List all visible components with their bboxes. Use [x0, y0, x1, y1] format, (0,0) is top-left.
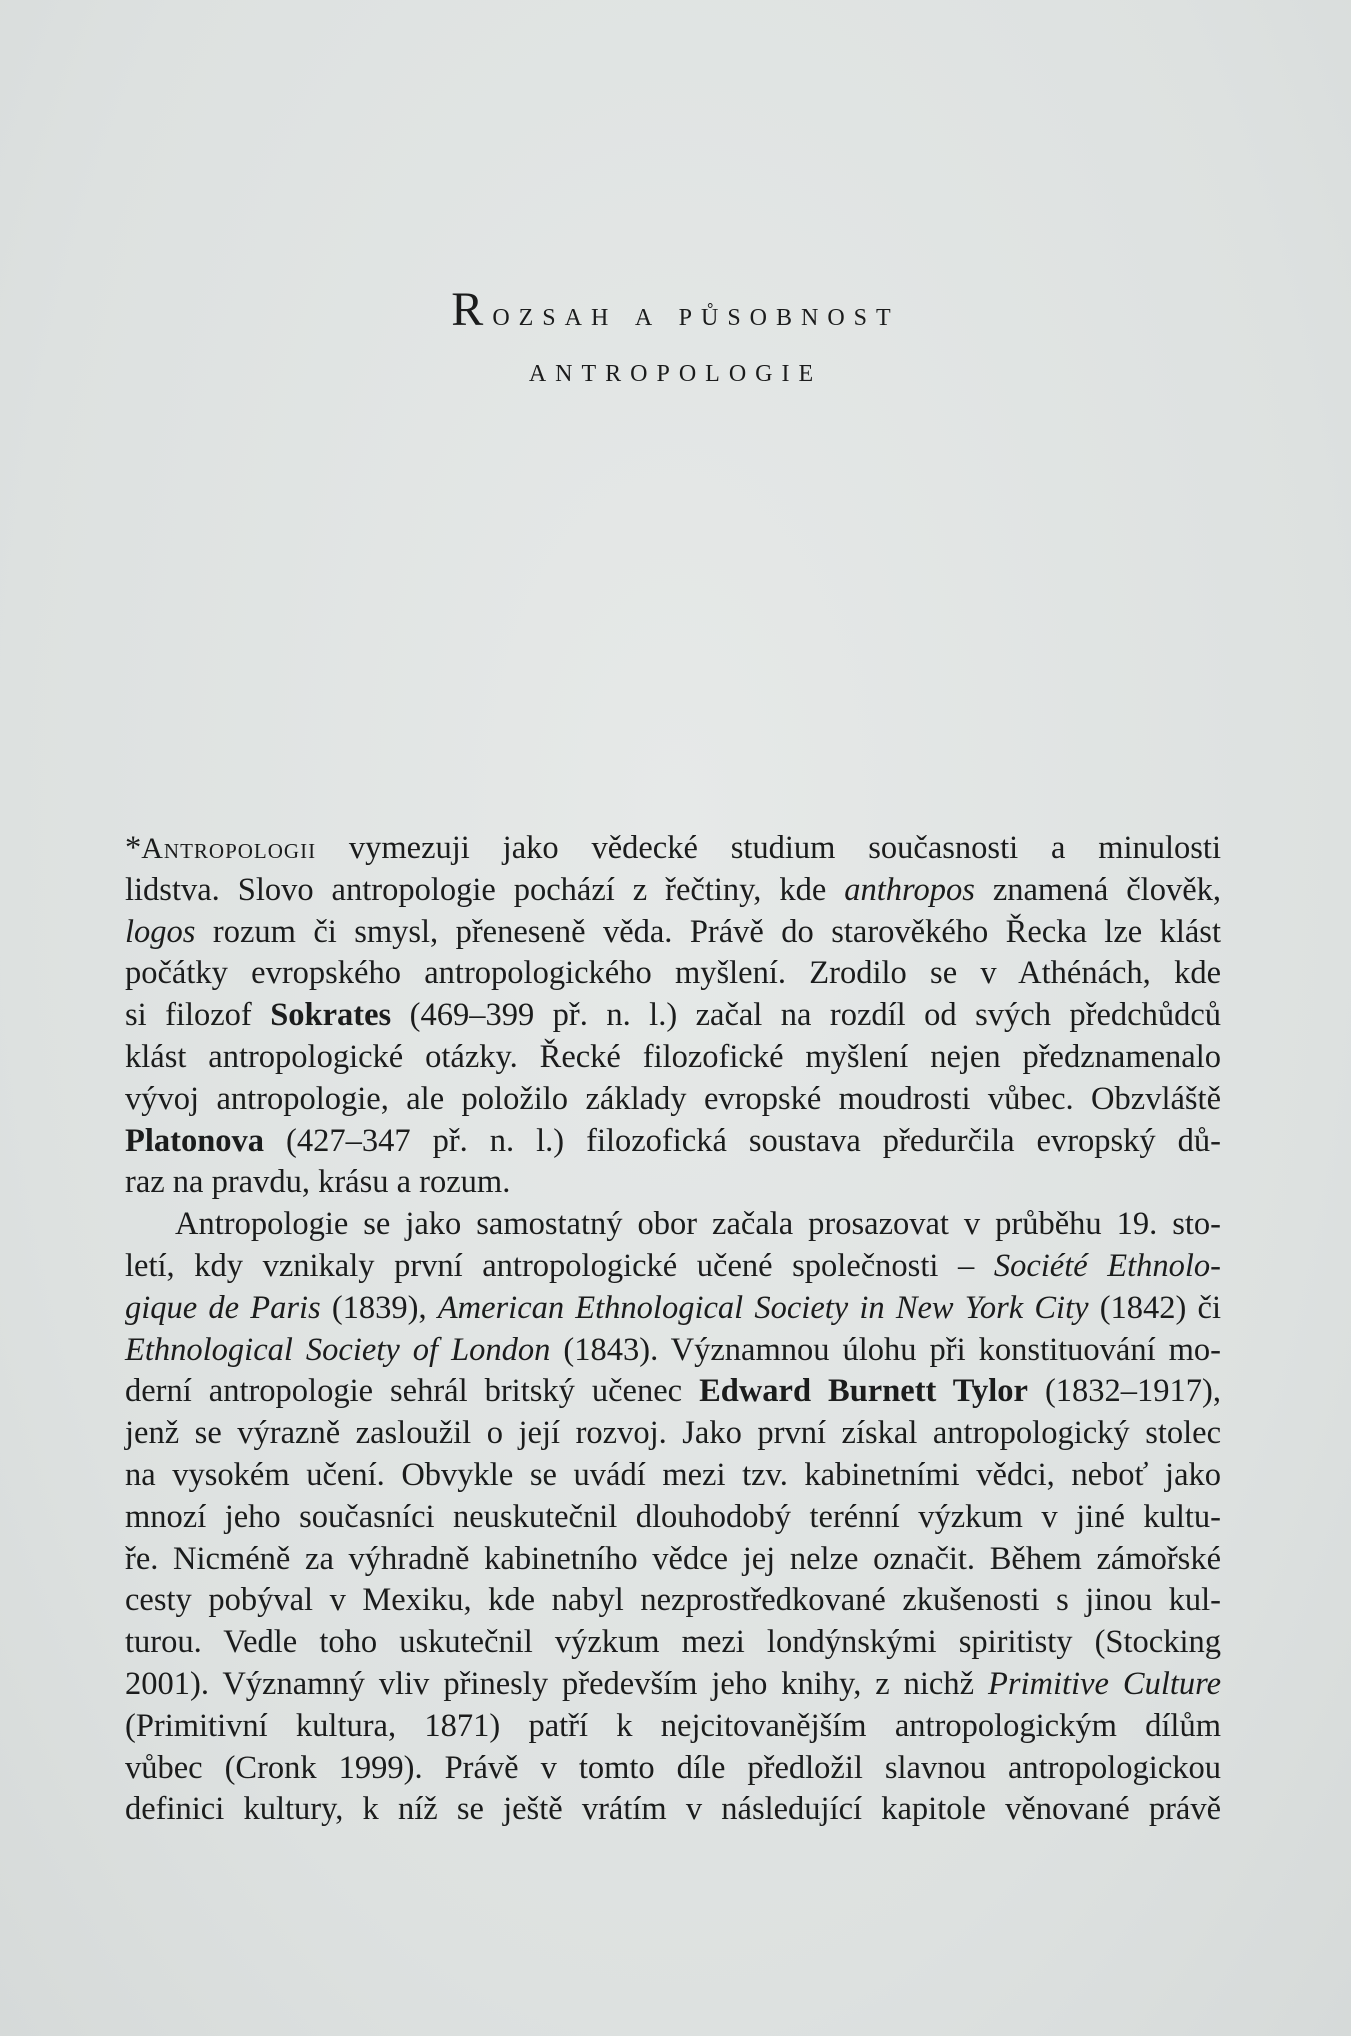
- term-logos: logos: [125, 913, 196, 950]
- society-new-york: American Ethnological Society in New York City: [437, 1289, 1089, 1326]
- text-line: ře. Nicméně za výhradně kabinetního vědce jej nelze označit. Během zámořské: [125, 1540, 1221, 1577]
- text-segment: vymezuji jako vědecké studium současnosti a minulosti: [316, 830, 1221, 866]
- text-line: [125, 1664, 1221, 1706]
- text-segment: (469–399 př. n. l.) začal na rozdíl od svých předchůdců: [391, 997, 1221, 1034]
- chapter-title-line-2: antropologie: [528, 352, 823, 389]
- text-line: (Primitivní kultura, 1871) patří k nejcitovanějším antropologickým dílům: [125, 1707, 1221, 1744]
- text-line: [125, 1371, 1221, 1413]
- text-segment: derní antropologie sehrál britský učenec: [125, 1373, 700, 1410]
- text-line: [125, 1246, 1221, 1288]
- term-antropologii: Antropologii: [141, 832, 317, 865]
- society-paris: Société Ethnolo-: [993, 1247, 1221, 1284]
- text-line: vůbec (Cronk 1999). Právě v tomto díle předložil slavnou antropologickou: [125, 1749, 1221, 1786]
- text-line: [125, 995, 1221, 1037]
- text-segment: znamená člověk,: [974, 871, 1221, 908]
- text-segment: (1839),: [320, 1289, 438, 1326]
- text-line: vývoj antropologie, ale položilo základy evropské moudrosti vůbec. Obzvláště: [125, 1080, 1221, 1117]
- text-line: definici kultury, k níž se ještě vrátím v následující kapitole věnované právě: [125, 1791, 1221, 1828]
- text-segment: (1842) či: [1088, 1289, 1221, 1326]
- name-sokrates: Sokrates: [270, 997, 392, 1034]
- text-line: [125, 1121, 1221, 1163]
- text-line: mnozí jeho současníci neuskutečnil dlouhodobý terénní výzkum v jiné kultu-: [125, 1498, 1221, 1535]
- text-line: klást antropologické otázky. Řecké filozofické myšlení nejen předznamenalo: [125, 1038, 1221, 1075]
- term-anthropos: anthropos: [844, 871, 975, 908]
- text-segment: (427–347 př. n. l.) filozofická soustava předurčila evropský dů-: [264, 1122, 1221, 1159]
- text-segment: (1843). Významnou úlohu při konstituování mo-: [550, 1331, 1221, 1368]
- text-line: počátky evropského antropologického myšlení. Zrodilo se v Athénách, kde: [125, 955, 1221, 992]
- text-line: na vysokém učení. Obvykle se uvádí mezi tzv. kabinetními vědci, neboť jako: [125, 1456, 1221, 1493]
- chapter-title-line-1: Rozsah a působnost: [451, 283, 900, 336]
- text-segment: lidstva. Slovo antropologie pochází z řečtiny, kde: [125, 871, 845, 908]
- text-segment: si filozof: [125, 997, 271, 1034]
- text-line: Antropologie se jako samostatný obor začala prosazovat v průběhu 19. sto-: [175, 1206, 1221, 1243]
- text-line: turou. Vedle toho uskutečnil výzkum mezi londýnskými spiritisty (Stocking: [125, 1624, 1221, 1661]
- text-line: [125, 1288, 1221, 1330]
- name-platonova: Platonova: [125, 1122, 265, 1159]
- text-line: cesty pobýval v Mexiku, kde nabyl nezprostředkované zkušenosti s jinou kul-: [125, 1582, 1221, 1619]
- footnote-marker: *: [125, 830, 142, 866]
- chapter-title: [0, 282, 1351, 399]
- paragraph-1: [125, 828, 1221, 1204]
- text-line: [125, 912, 1221, 954]
- text-line: raz na pravdu, krásu a rozum.: [125, 1164, 511, 1201]
- text-line: [125, 1330, 1221, 1372]
- text-segment: rozum či smysl, přeneseně věda. Právě do starověkého Řecka lze klást: [195, 913, 1221, 950]
- text-line: [125, 828, 1221, 870]
- body-text: [125, 828, 1221, 1831]
- society-london: Ethnological Society of London: [125, 1331, 551, 1368]
- text-line: jenž se výrazně zasloužil o její rozvoj. Jako první získal antropologický stolec: [125, 1415, 1221, 1452]
- society-paris-cont: gique de Paris: [125, 1289, 321, 1326]
- text-segment: letí, kdy vznikaly první antropologické učené společnosti –: [125, 1247, 994, 1284]
- paragraph-2: [125, 1204, 1221, 1831]
- text-segment: 2001). Významný vliv přinesly především jeho knihy, z nichž: [125, 1665, 988, 1702]
- text-line: [125, 870, 1221, 912]
- text-segment: (1832–1917),: [1027, 1373, 1221, 1410]
- book-primitive-culture: Primitive Culture: [988, 1665, 1221, 1702]
- name-tylor: Edward Burnett Tylor: [699, 1373, 1028, 1410]
